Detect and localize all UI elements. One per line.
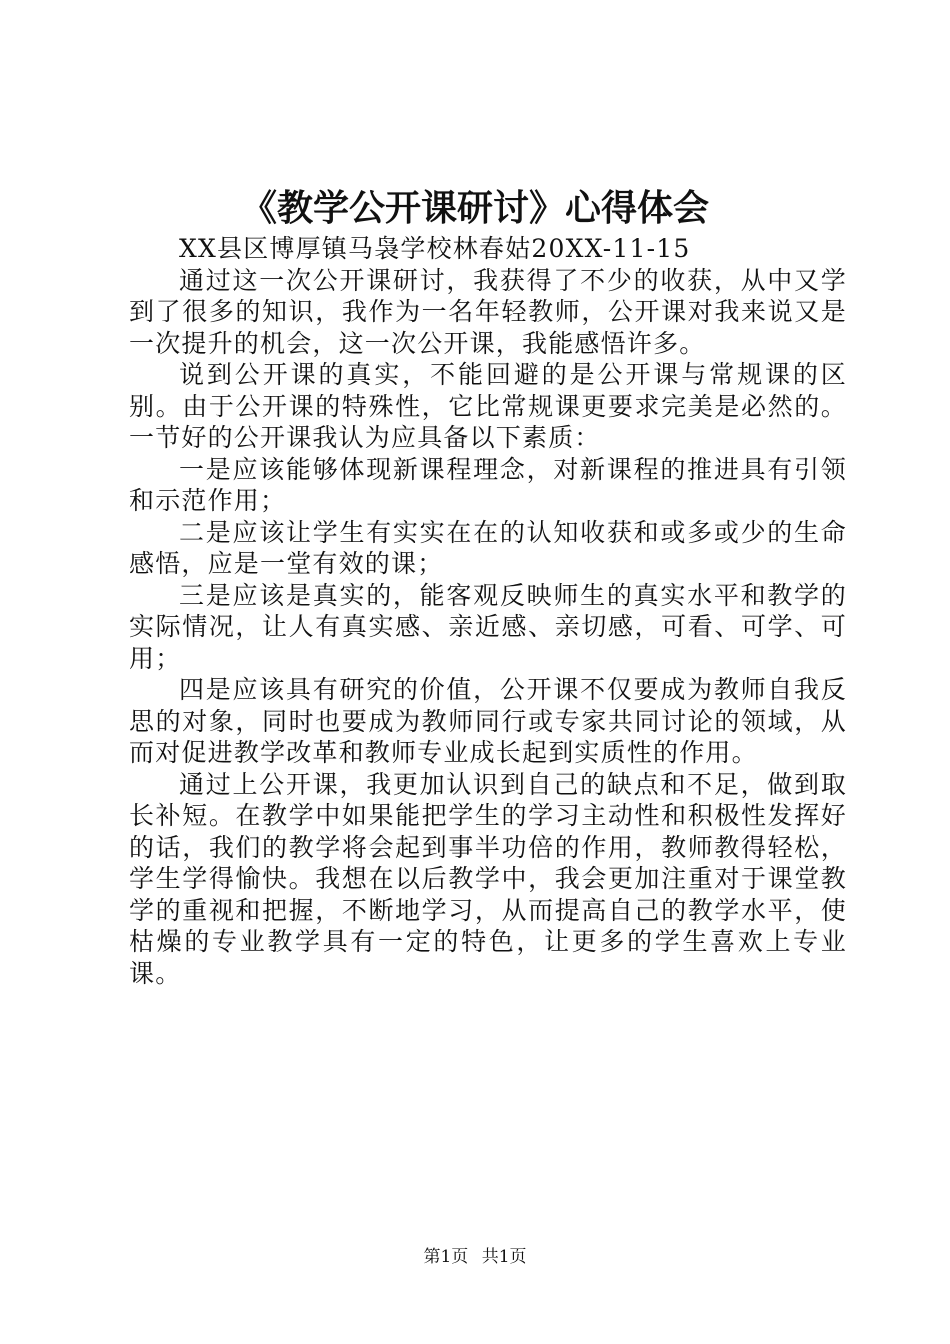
- paragraph: 通过这一次公开课研讨，我获得了不少的收获，从中又学到了很多的知识，我作为一名年轻教师，公开课对我来说又是一次提升的机会，这一次公开课，我能感悟许多。: [129, 265, 847, 358]
- paragraph: 说到公开课的真实，不能回避的是公开课与常规课的区别。由于公开课的特殊性，它比常规课更要求完美是必然的。一节好的公开课我认为应具备以下素质：: [129, 360, 847, 452]
- page-footer: [0, 1245, 950, 1269]
- author-line: XX县区博厚镇马袅学校林春姑20XX-11-15: [179, 234, 691, 263]
- paragraph: 二是应该让学生有实实在在的认知收获和或多或少的生命感悟，应是一堂有效的课；: [129, 517, 847, 578]
- page-count: 共1页: [481, 1247, 527, 1267]
- document-body: [129, 233, 847, 989]
- paragraph: 通过上公开课，我更加认识到自己的缺点和不足，做到取长补短。在教学中如果能把学生的学习主动性和积极性发挥好的话，我们的教学将会起到事半功倍的作用，教师教得轻松，学生学得愉快。我想在以后教学中，我会更加注重对于课堂教学的重视和把握，不断地学习，从而提高自己的教学水平，使枯燥的专业教学具有一定的特色，让更多的学生喜欢上专业课。: [129, 769, 847, 988]
- paragraph: 四是应该具有研究的价值，公开课不仅要成为教师自我反思的对象，同时也要成为教师同行或专家共同讨论的领域，从而对促进教学改革和教师专业成长起到实质性的作用。: [129, 675, 847, 767]
- paragraph: 一是应该能够体现新课程理念，对新课程的推进具有引领和示范作用；: [129, 454, 847, 515]
- paragraph: 三是应该是真实的，能客观反映师生的真实水平和教学的实际情况，让人有真实感、亲近感、亲切感，可看、可学、可用；: [129, 580, 847, 673]
- page-number: 第1页: [423, 1247, 469, 1267]
- document-title: 《教学公开课研讨》心得体会: [240, 187, 709, 229]
